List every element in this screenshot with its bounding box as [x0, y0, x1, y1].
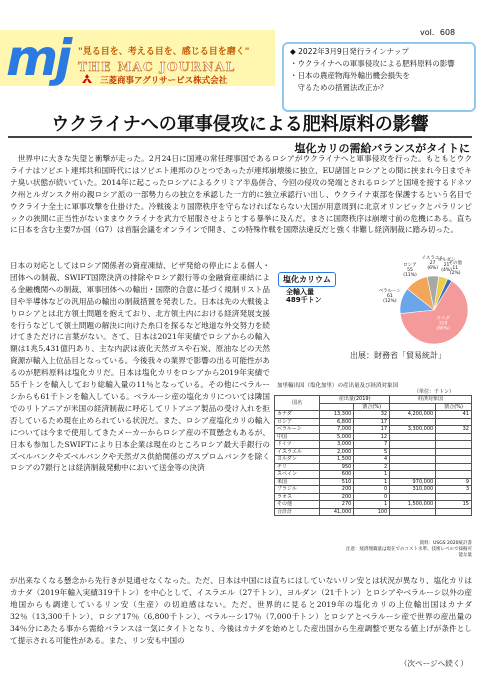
pie-slice-label: イスラエル	[421, 256, 444, 262]
table-cell: 3	[436, 486, 472, 494]
table-row	[275, 478, 472, 486]
table-cell: 1	[354, 478, 390, 486]
table-header-row	[275, 396, 472, 404]
table-cell	[436, 493, 472, 501]
table-cell	[436, 433, 472, 441]
pie-slice-label: (66%)	[436, 326, 450, 332]
table-cell	[390, 448, 436, 456]
table-cell: 510	[320, 478, 354, 486]
table-row	[275, 411, 472, 419]
pie-slice-label: 319	[438, 321, 448, 327]
table-cell: 600	[320, 471, 354, 479]
table-cell	[436, 456, 472, 464]
table-row	[275, 448, 472, 456]
table-cell: ドイツ	[275, 441, 320, 449]
pie-slice-label: 11	[452, 266, 459, 272]
continued-notice: （次ページへ続く）	[399, 659, 468, 668]
table-cell: 41,000	[320, 508, 354, 516]
pie-slice-label: 55	[407, 267, 413, 273]
table-cell: 32	[436, 426, 472, 434]
pie-slice-label: カナダ	[436, 316, 450, 322]
table-cell: 950	[320, 463, 354, 471]
table-cell	[436, 508, 472, 516]
table-cell: 中国	[275, 433, 320, 441]
table-cell: 32	[354, 411, 390, 419]
table-cell: 6,800	[320, 418, 354, 426]
table-row	[275, 433, 472, 441]
pie-slice-label: (2%)	[449, 271, 461, 277]
table-cell: 1,500,000	[390, 501, 436, 509]
headline-divider	[8, 136, 472, 138]
table-cell: 13,300	[320, 411, 354, 419]
table-cell: ヨルダン	[275, 456, 320, 464]
table-cell	[390, 456, 436, 464]
pie-chart	[274, 256, 472, 350]
table-note-line: 注意：経済埋蔵量は現在でのコスト水準、技術レベルで採掘可能な量	[346, 547, 472, 558]
pie-slice-label: (12%)	[383, 299, 397, 305]
table-row	[275, 463, 472, 471]
table-cell: 0	[354, 486, 390, 494]
table-cell: スペイン	[275, 471, 320, 479]
table-cell: 17	[354, 426, 390, 434]
table-cell	[436, 471, 472, 479]
table-cell: 200	[320, 486, 354, 494]
table-row	[275, 426, 472, 434]
table-cell: 米国	[275, 478, 320, 486]
table-row	[275, 456, 472, 464]
chart-title: 塩化カリウム	[278, 272, 336, 287]
table-cell: チリ	[275, 463, 320, 471]
table-cell: 100	[354, 508, 390, 516]
table-cell: 4,200,000	[390, 411, 436, 419]
table-cell: 1	[354, 501, 390, 509]
table-cell: 1,500	[320, 456, 354, 464]
chart-total-label-line: 全輸入量	[286, 288, 314, 296]
table-cell: 970,000	[390, 478, 436, 486]
table-cell: その他	[275, 501, 320, 509]
table-cell: ロシア	[275, 418, 320, 426]
pie-slice-label: 21	[443, 262, 450, 268]
table-cell: 9	[436, 478, 472, 486]
table-cell: 合計計	[275, 508, 320, 516]
table-cell: 310,000	[390, 486, 436, 494]
article-paragraph: 日本の対応としてはロシア関係者の資産凍結、ビザ発給の停止による個人・団体への制裁、SWIFT国際決済の排除やロシア銀行等の金融資産凍結による金融機関への制裁、軍事団体への輸出・国際的合意に基づく規制リスト品目や半導体などの汎用品の輸出の制裁措置を発表した。日本は先の大戦後よりロシアとは北方領土問題を抱えており、北方領土内における経済発展支援を行うなどして領土問題の解決に向けた糸口を探るなど地道な外交努力を続けてきただけに言葉がない。さて、日本は2021年実績でロシアからの輸入額は1兆5,431億円あり、主な内訳は液化天然ガスや石炭、原油などの天然資源が輸入上位品目となっている。今後我々の業界で影響の出る可能性があるのが肥料原料は塩化カリだ。日本は塩化カリをロシアから2019年実績で55千トンを輸入しており総輸入量の11％となっている。その他にベラルーシからも61千トンを輸入している。ベラルーシ産の塩化カリについては隣国でのリトアニアが米国の経済制裁に呼応してリトアニア製品の受け入れを拒否しているため現在止められている状況だ。また、ロシア産塩化カリの輸入については今まで使用してきたメーカーからロシア産の不買懸念もあるが、日本も参加したSWIFTにより日本企業は現在のところロシア最大手銀行のズベルバンクやズベルバンクや天然ガス供給関係のガスプロムバンクを除くロシアの7銀行とは経済制裁発動中において送金等の決済	[10, 261, 270, 473]
lineup-item: ・日本の農産物海外輸出機会損失を	[290, 71, 410, 80]
table-header-cell: 経済対象国	[390, 396, 472, 404]
company-logo-icon	[80, 74, 94, 84]
table-row	[275, 471, 472, 479]
table-cell: 4	[354, 456, 390, 464]
article-paragraph: 世界中に大きな失望と衝撃が走った。2月24日に国連の常任理事国であるロシアがウクライナへと軍事侵攻を行った。もともとウクライナはソビエト連邦共和国時代にはソビエト連邦のひとつであったが連邦崩壊後に独立、EU諸国とロシアとの間に挟まれ今日までキナ臭い状態が続いていた。2014年に起こったロシアによるクリミア半島併合、今回の侵攻の発端とされるロシアと国境を接するドネツク州とルガンスク州の親ロシア派の一部勢力らの独立を承認した一方的に独立承認行い出し、ウクライナ東部を保護するという名目でウクライナ全土に軍事攻撃を仕掛けた。冷戦後より国際秩序を守らなければならない大国が用意周到に北京オリンピックとパラリンピックの狭間に正当性がないままウクライナを武力で屈服させようとする暴挙に及んだ。まさに国際秩序は崩壊寸前の危機にある。直ちに日本を含む主要7か国（G7）は首脳会議をオンラインで開き、この特殊作戦を国際法違反だと強く非難し経済制裁に踏み切った。	[10, 154, 472, 235]
table-cell	[390, 493, 436, 501]
lineup-item: ・ウクライナへの軍事侵攻による肥料原料の影響	[290, 59, 455, 68]
table-cell	[390, 463, 436, 471]
table-row	[275, 501, 472, 509]
table-cell: 3,300,000	[390, 426, 436, 434]
table-cell: 17	[354, 418, 390, 426]
lineup-item: 守るための措置法改正か？	[290, 83, 388, 92]
table-header-cell: 国名	[275, 396, 320, 411]
company-name: 三菱商事アグリサービス株式会社	[100, 76, 228, 86]
table-cell: 0	[354, 493, 390, 501]
potash-production-table	[274, 395, 472, 516]
table-cell: 270	[320, 501, 354, 509]
pie-slice-label: (11%)	[403, 272, 417, 278]
table-cell: 12	[354, 433, 390, 441]
lineup-heading: ◆ 2022年3月9日発行ラインナップ	[290, 47, 409, 56]
logo: mj	[6, 29, 70, 87]
table-row	[275, 486, 472, 494]
table-cell: ラオス	[275, 493, 320, 501]
table-cell: 3,000	[320, 441, 354, 449]
table-cell: カナダ	[275, 411, 320, 419]
table-row	[275, 418, 472, 426]
table-cell	[390, 508, 436, 516]
table-header-cell	[320, 403, 354, 411]
table-cell	[390, 471, 436, 479]
pie-slice-label: その他	[448, 261, 462, 267]
table-cell: 1	[354, 471, 390, 479]
pie-slice-label: 61	[386, 294, 393, 300]
pie-slice-label: (6%)	[427, 266, 439, 272]
article-headline: ウクライナへの軍事侵攻による肥料原料の影響	[51, 114, 429, 135]
table-cell: 5	[354, 448, 390, 456]
table-cell: 5,000	[320, 433, 354, 441]
table-header-cell: 割合(%)	[354, 403, 390, 411]
lineup-box	[282, 42, 476, 112]
table-cell: 7,000	[320, 426, 354, 434]
table-cell: 2,000	[320, 448, 354, 456]
table-cell: 200	[320, 493, 354, 501]
pie-slice-label: ベラルーシ	[378, 289, 401, 295]
table-cell: 2	[354, 463, 390, 471]
table-cell	[390, 441, 436, 449]
slogan: "見る目を、考える目を、感じる目を磨く"	[78, 47, 250, 57]
table-note-line: 資料：USGS 2020統計書	[419, 541, 472, 546]
article-paragraph: が出来なくなる懸念から先行きが見通せなくなった。ただ、日本は中国には直ちにはしていないリン安とは状況が異なり、塩化カリはカナダ（2019年輸入実績319千トン）を中心として、イスラエル（27千トン）、ヨルダン（21千トン）とロシアやベラルーシ以外の産地国からも調達しているリン安（生産）の切迫感はない。ただ、世界的に見ると2019年の塩化カリの上位輸出国はカナダ32％（13,300千トン）、ロシア17％（6,800千トン）、ベラルーシ17％（7,000千トン）とロシアとベラルーシ産で世界の産出量の34％分にあたる事から需給バランスは一気にタイトとなり、今後はカナダを始めとした産出国から生産調整で更なる値上げが条件として提示される可能性がある。また、リン安も中国の	[10, 576, 472, 645]
table-cell	[390, 433, 436, 441]
table-header-cell	[390, 403, 436, 411]
chart-source: 出展：財務省「貿易統計」	[350, 351, 446, 360]
pie-slice-label: ヨルダン	[437, 257, 456, 263]
table-cell	[436, 448, 472, 456]
table-cell: ブラジル	[275, 486, 320, 494]
table-cell: 7	[354, 441, 390, 449]
article-subhead: 塩化カリの需給バランスがタイトに	[294, 142, 470, 155]
volume-number: vol．608	[420, 28, 456, 37]
table-title: 加里輸出国（塩化加里）の産出量及び経済対象国	[277, 383, 399, 389]
table-header-cell: 産出量(2019)	[320, 396, 390, 404]
table-cell: イスラエル	[275, 448, 320, 456]
table-header-cell: 割合(%)	[436, 403, 472, 411]
table-cell: 15	[436, 501, 472, 509]
pie-slice-label: (4%)	[441, 267, 452, 273]
pie-slice-label: 27	[429, 261, 436, 267]
table-row	[275, 508, 472, 516]
table-row	[275, 493, 472, 501]
table-cell	[390, 418, 436, 426]
table-unit: （単位：千トン）	[414, 389, 455, 395]
table-cell: ベラルーシ	[275, 426, 320, 434]
pie-slice-label: ロシア	[403, 262, 417, 268]
table-cell	[436, 418, 472, 426]
table-cell	[436, 463, 472, 471]
chart-total-label-value: 489千トン	[286, 296, 322, 304]
magazine-title: THE MAC JOURNAL	[78, 60, 236, 74]
table-row	[275, 441, 472, 449]
table-cell: 41	[436, 411, 472, 419]
table-note	[346, 541, 472, 559]
table-cell	[436, 441, 472, 449]
